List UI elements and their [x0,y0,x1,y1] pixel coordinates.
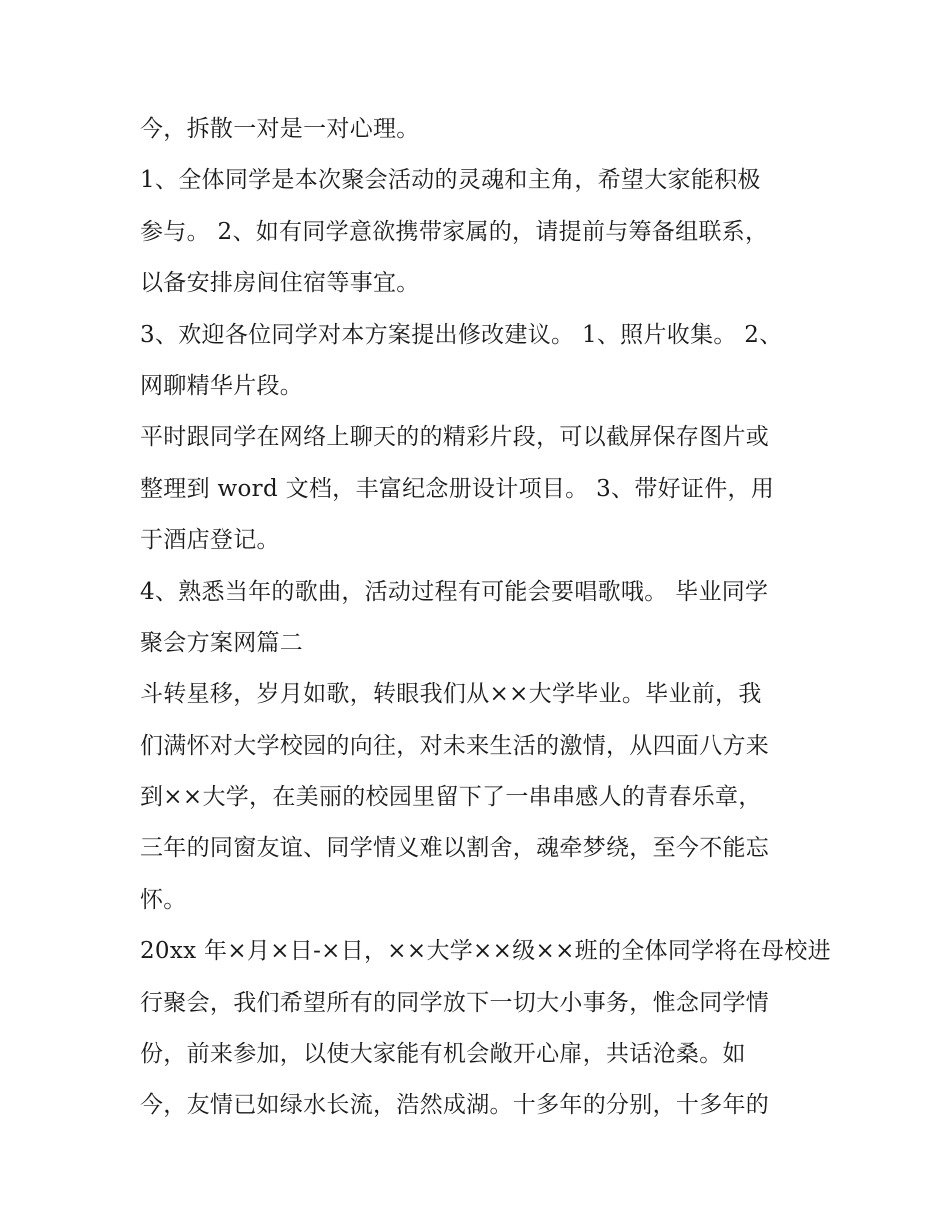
text-line: 网聊精华片段。 [140,372,304,399]
text-line: 今，拆散一对是一对心理。 [140,116,420,142]
text-line: 怀。 [140,886,187,913]
text-line: 斗转星移，岁月如歌，转眼我们从××大学毕业。毕业前，我 [140,681,762,708]
text-line: 以备安排房间住宿等事宜。 [140,270,420,297]
text-line: 行聚会，我们希望所有的同学放下一切大小事务，惟念同学情 [140,989,770,1016]
text-line: 1、全体同学是本次聚会活动的灵魂和主角，希望大家能积极 [140,167,761,194]
text-line: 三年的同窗友谊、同学情义难以割舍，魂牵梦绕，至今不能忘 [140,835,770,862]
text-line: 们满怀对大学校园的向往，对未来生活的激情，从四面八方来 [140,732,770,759]
section-heading-line: 聚会方案网篇二 [140,629,304,656]
text-line: 份，前来参加，以使大家能有机会敞开心扉，共话沧桑。如 [140,1041,746,1068]
text-line: 平时跟同学在网络上聊天的的精彩片段，可以截屏保存图片或 [140,424,770,451]
text-line: 20xx 年×月×日-×日，××大学××级××班的全体同学将在母校进 [140,938,831,965]
text-line: 3、欢迎各位同学对本方案提出修改建议。 1、照片收集。 2、 [140,321,783,348]
text-line: 于酒店登记。 [140,527,280,554]
text-line: 整理到 word 文档，丰富纪念册设计项目。 3、带好证件，用 [140,475,775,502]
text-line: 到××大学，在美丽的校园里留下了一串串感人的青春乐章， [140,784,762,811]
text-line: 4、熟悉当年的歌曲，活动过程有可能会要唱歌哦。 毕业同学 [140,578,769,605]
document-body [140,104,840,1132]
text-line: 今，友情已如绿水长流，浩然成湖。十多年的分别，十多年的 [140,1092,770,1119]
text-line: 参与。 2、如有同学意欲携带家属的，请提前与筹备组联系， [140,218,769,245]
